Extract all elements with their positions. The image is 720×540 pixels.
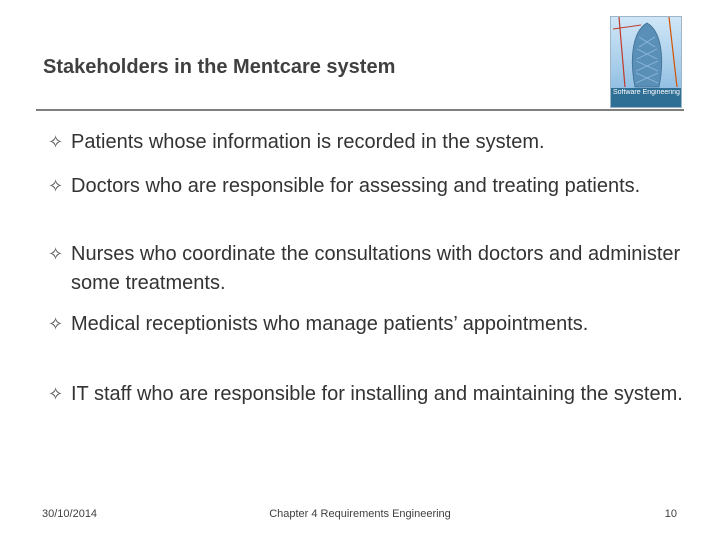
bullet-text: IT staff who are responsible for installing and maintaining the system. (71, 383, 683, 405)
bullet-text: Nurses who coordinate the consultations with doctors and administer some treatments. (71, 243, 681, 294)
title-divider (36, 109, 684, 111)
cover-title-text: Software Engineering (613, 89, 680, 96)
book-cover-image (610, 16, 682, 108)
bullet-item (48, 310, 698, 339)
bullet-text: Patients whose information is recorded in the system. (71, 131, 545, 153)
bullet-item (48, 172, 698, 201)
footer-date: 30/10/2014 (42, 508, 98, 520)
four-point-star-icon: ✧ (48, 384, 64, 405)
bullet-text: Medical receptionists who manage patients’ appointments. (71, 313, 589, 335)
bullet-item (48, 128, 698, 157)
bullet-item (48, 240, 698, 298)
four-point-star-icon: ✧ (48, 132, 64, 153)
four-point-star-icon: ✧ (48, 244, 64, 265)
four-point-star-icon: ✧ (48, 314, 64, 335)
footer-page-number: 10 (664, 508, 677, 520)
slide-title: Stakeholders in the Mentcare system (43, 56, 396, 78)
bullet-item (48, 380, 698, 409)
footer-chapter: Chapter 4 Requirements Engineering (269, 508, 451, 520)
four-point-star-icon: ✧ (48, 176, 64, 197)
bullet-text: Doctors who are responsible for assessing and treating patients. (71, 175, 641, 197)
